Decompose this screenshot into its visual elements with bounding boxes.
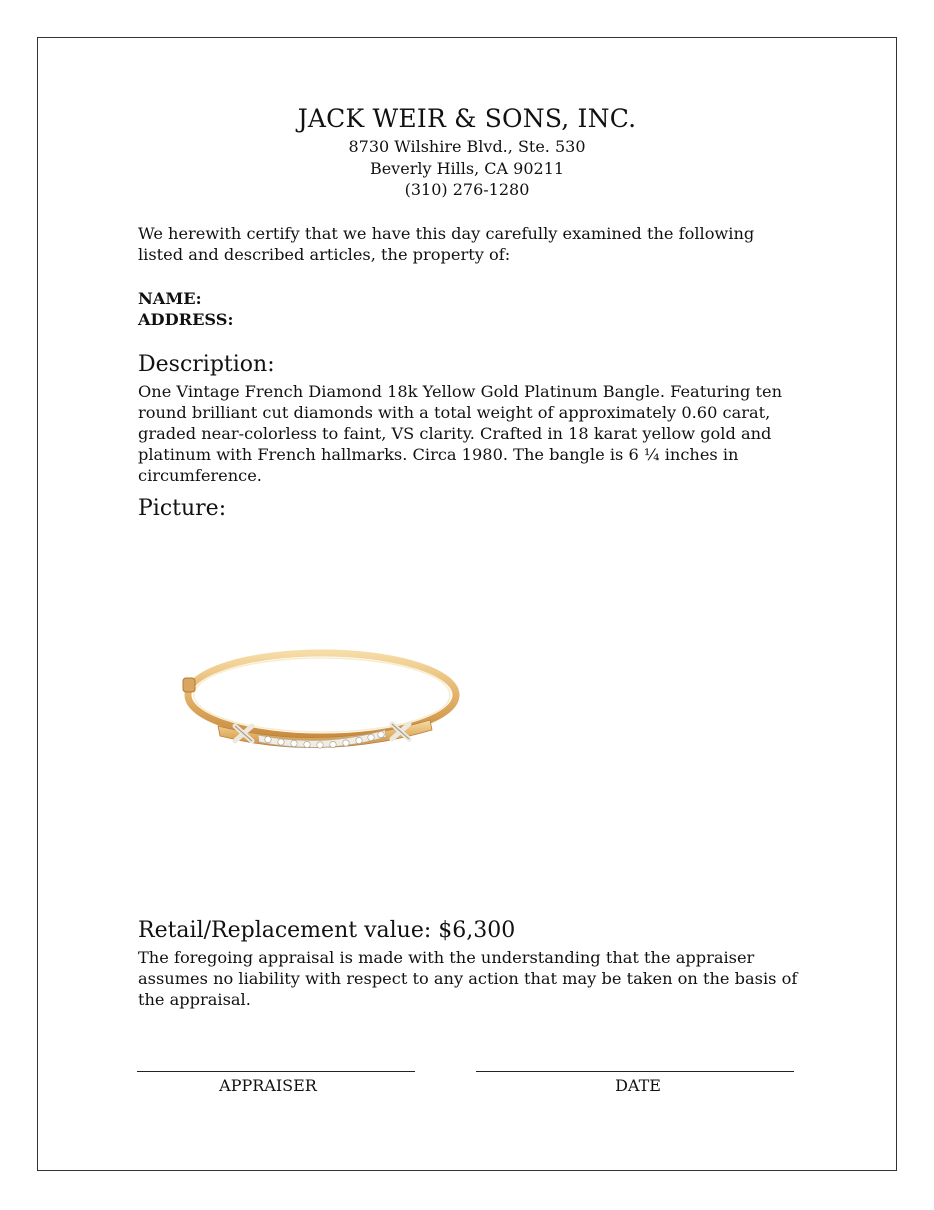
disclaimer-text: The foregoing appraisal is made with the understanding that the appraiser assumes no liability with respect to any action that may be taken on the basis of the appraisal. xyxy=(138,948,798,1009)
address-line-1: 8730 Wilshire Blvd., Ste. 530 xyxy=(348,137,586,156)
appraiser-signature-line xyxy=(137,1071,415,1072)
bangle-photo xyxy=(180,640,465,755)
address-line-2: Beverly Hills, CA 90211 xyxy=(369,159,565,178)
picture-heading: Picture: xyxy=(138,496,227,521)
date-label: DATE xyxy=(615,1076,661,1095)
certification-text: We herewith certify that we have this day carefully examined the following listed and described articles, the property of: xyxy=(138,224,755,264)
phone-number: (310) 276-1280 xyxy=(404,180,530,199)
description-text: One Vintage French Diamond 18k Yellow Gold Platinum Bangle. Featuring ten round brilliant cut diamonds with a total weight of approximately 0.60 carat, graded near-colorless to faint, VS clarity. Crafted in 18 karat yellow gold and platinum with French hallmarks. Circa 1980. The bangle is 6 ¼ inches in circumference. xyxy=(138,382,782,485)
company-name: JACK WEIR & SONS, INC. xyxy=(297,104,637,133)
date-signature-line xyxy=(476,1071,794,1072)
description-heading: Description: xyxy=(138,352,275,377)
name-label: NAME: xyxy=(138,289,202,308)
retail-value-heading: Retail/Replacement value: $6,300 xyxy=(138,918,516,943)
appraiser-label: APPRAISER xyxy=(219,1076,317,1095)
address-label: ADDRESS: xyxy=(138,310,234,329)
